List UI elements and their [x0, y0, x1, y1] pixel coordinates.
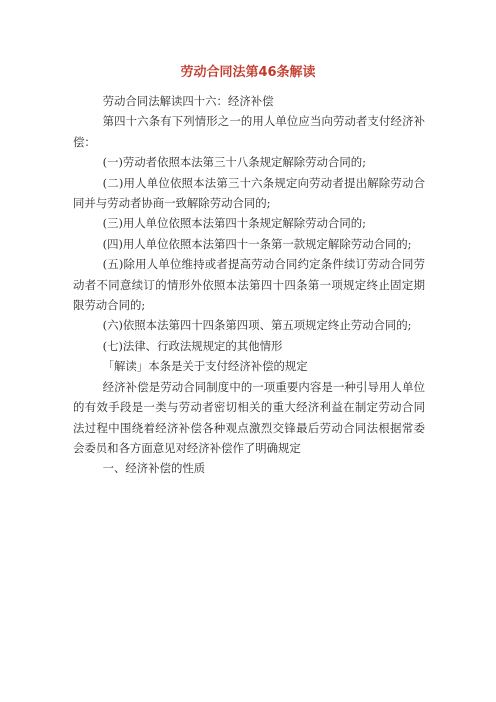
- paragraph: (五)除用人单位维持或者提高劳动合同约定条件续订劳动合同劳动者不同意续订的情形外依照本法第四十四条第一项规定终止固定期限劳动合同的;: [73, 257, 425, 313]
- document-title: 劳动合同法第46条解读: [180, 65, 316, 80]
- document-body: [73, 91, 425, 479]
- paragraph: (二)用人单位依照本法第三十六条规定向劳动者提出解除劳动合同并与劳动者协商一致解除劳动合同的;: [73, 175, 425, 211]
- paragraph: 第四十六条有下列情形之一的用人单位应当向劳动者支付经济补偿：: [73, 114, 425, 149]
- section-heading: 一、经济补偿的性质: [102, 461, 206, 476]
- paragraph: (六)依照本法第四十四条第四项、第五项规定终止劳动合同的;: [102, 318, 412, 333]
- paragraph: (四)用人单位依照本法第四十一条第一款规定解除劳动合同的;: [102, 236, 412, 251]
- paragraph: (三)用人单位依照本法第四十条规定解除劳动合同的;: [102, 216, 366, 231]
- paragraph: 「解读」本条是关于支付经济补偿的规定: [102, 359, 308, 374]
- paragraph: 经济补偿是劳动合同制度中的一项重要内容是一种引导用人单位的有效手段是一类与劳动者密切相关的重大经济利益在制定劳动合同法过程中围绕着经济补偿各种观点激烈交锋最后劳动合同法根据常委会委员和各方面意见对经济补偿作了明确规定: [73, 379, 425, 455]
- paragraph: (一)劳动者依照本法第三十八条规定解除劳动合同的;: [102, 155, 366, 170]
- paragraph: 劳动合同法解读四十六：经济补偿: [102, 94, 274, 108]
- paragraph: (七)法律、行政法规规定的其他情形: [102, 338, 283, 353]
